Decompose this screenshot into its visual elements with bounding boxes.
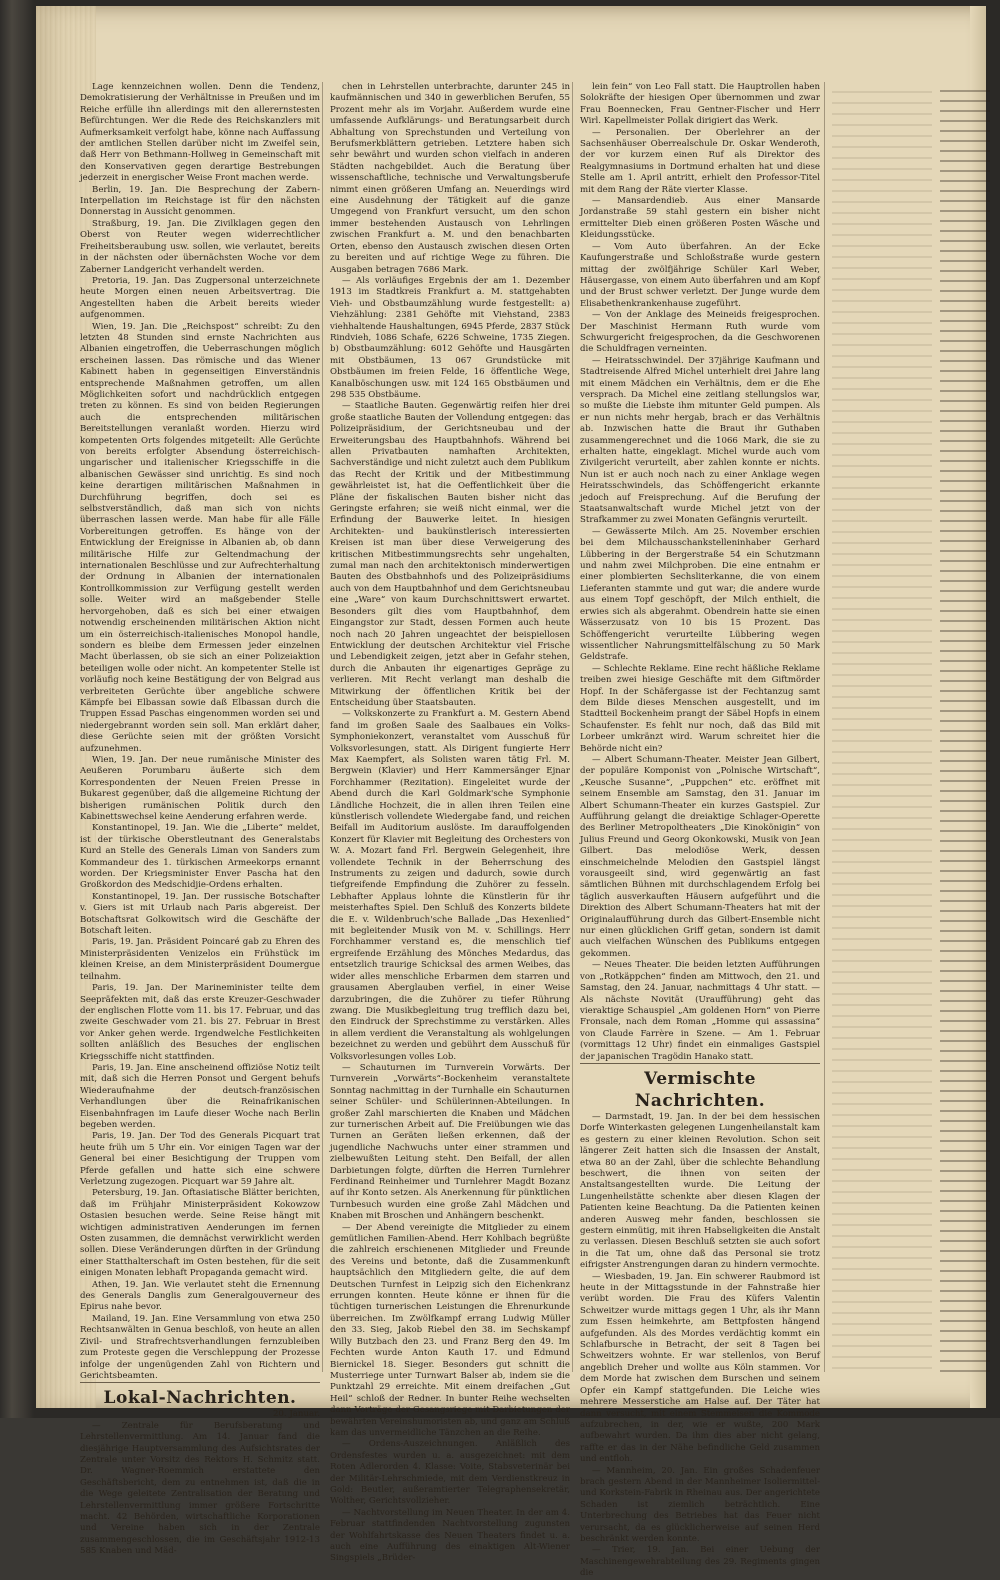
- article-paragraph: Paris, 19. Jan. Der Marineminister teilte dem Seepräfekten mit, daß das erste Kreuzer-Geschwader der englischen Flotte vom 11. bis 17. Februar, und das zweite Geschwader vom 21. bis 27. Februar in Brest vor Anker gehen werde. Irgendwelche Festlichkeiten sollten anläßlich des Besuches der englischen Kriegsschiffe nicht stattfinden.: [80, 983, 320, 1062]
- article-paragraph: Berlin, 19. Jan. Die Besprechung der Zabern-Interpellation im Reichstage ist für den nächsten Donnerstag in Aussicht genommen.: [80, 184, 320, 218]
- article-paragraph: — Albert Schumann-Theater. Meister Jean Gilbert, der populäre Komponist von „Polnische Wirtschaft“, „Keusche Susanne“, „Puppchen“ etc. eröffnet mit seinem Ensemble am Samstag, den 31. Januar im Albert Schumann-Theater ein kurzes Gastspiel. Zur Aufführung gelangt die dreiaktige Schlager-Operette des Berliner Metropoltheaters „Die Kinokönigin“ von Julius Freund und Georg Okonkowski, Musik von Jean Gilbert. Das melodiöse Werk, dessen einschmeichelnde Melodien den Gastspiel längst vorausgeeilt sind, wird gegenwärtig an fast sämtlichen Bühnen mit durchschlagendem Erfolg bei täglich ausverkauften Häusern aufgeführt und die Direktion des Albert Schumann-Theaters hat mit der Originalaufführung durch das Gilbert-Ensemble nicht nur einen glücklichen Griff getan, sondern ist damit auch vielfachen Wünschen des Publikums entgegen gekommen.: [580, 754, 820, 959]
- article-paragraph: Mailand, 19. Jan. Eine Versammlung von etwa 250 Rechtsanwälten in Genua beschloß, von heute an allen Zivil- und Strafrechtsverhandlungen fernzubleiben zum Proteste gegen die Verschleppung der Prozesse infolge der ungenügenden Zahl von Richtern und Gerichtsbeamten.: [80, 1313, 320, 1381]
- adjacent-page-text-blur: [832, 82, 932, 1372]
- column-rule: [322, 82, 323, 1372]
- article-paragraph: Paris, 19. Jan. Der Tod des Generals Picquart trat heute früh um 5 Uhr ein. Vor einigen Tagen war der General bei einer Besichtigung der Truppen vom Pferde gefallen und hatte sich eine schwere Verletzung zugezogen. Picquart war 59 Jahre alt.: [80, 1131, 320, 1187]
- article-paragraph: — Darmstadt, 19. Jan. In der bei dem hessischen Dorfe Winterkasten gelegenen Lungenheilanstalt kam es gestern zu einer kleinen Revolution. Schon seit längerer Zeit hatten sich die Insassen der Anstalt, etwa 80 an der Zahl, über die schlechte Behandlung beschwert, die ihnen von seiten der Anstaltsangestellten wurde. Die Leitung der Lungenheilstätte schenkte aber diesen Klagen der Patienten keine Beachtung. Da die Patienten keinen anderen Ausweg mehr fanden, beschlossen sie gestern einmütig, mit ihren Habseligkeiten die Anstalt zu verlassen. Diesen Beschluß setzten sie auch sofort in die Tat um, ohne daß das Personal sie trotz eifrigster Anstrengungen daran zu hindern vermochte.: [580, 1111, 820, 1271]
- article-paragraph: — Zentrale für Berufsberatung und Lehrstellenvermittlung. Am 14. Januar fand die diesjährige Hauptversammlung des Aufsichtsrates der Zentrale unter Vorsitz des Rektors H. Schmitz statt. Dr. Wagner-Roemmich erstattete den Geschäftsbericht, dem zu entnehmen ist, daß die in die Wege geleitete Zentralisation der Beratung und Lehrstellenvermittlung immer größere Fortschritte macht. 42 Behörden, wirtschaftliche Korporationen und Vereine haben sich in der Zentrale zusammengeschlossen, die im Geschäftsjahr 1912-13 585 Knaben und Mäd-: [80, 1420, 320, 1557]
- article-paragraph: — Vom Auto überfahren. An der Ecke Kaufungerstraße und Schloßstraße wurde gestern mittag der zwölfjährige Schüler Karl Weber, Häusergasse, von einem Auto überfahren und am Kopf und der Brust schwer verletzt. Der Junge wurde dem Elisabethenkrankenhause zugeführt.: [580, 241, 820, 309]
- article-paragraph: Konstantinopel, 19. Jan. Wie die „Liberte“ meldet, ist der türkische Oberstleutnant des Generalstabs Kurd an Stelle des Generals Liman von Sanders zum Kommandeur des 1. türkischen Armeekorps ernannt worden. Der Kriegsminister Enver Pascha hat den Großkordon des Medschidjie-Ordens erhalten.: [80, 823, 320, 891]
- article-paragraph: Paris, 19. Jan. Eine anscheinend offiziöse Notiz teilt mit, daß sich die Herren Ponsot und Gergent behufs Wiederaufnahme der deutsch-französischen Verhandlungen über die Reinafrikanischen Eisenbahnfragen im Laufe dieser Woche nach Berlin begeben werden.: [80, 1062, 320, 1130]
- article-paragraph: — Von der Anklage des Meineids freigesprochen. Der Maschinist Hermann Ruth wurde vom Schwurgericht freigesprochen, da die Geschworenen die Schuldfragen verneinten.: [580, 310, 820, 355]
- article-paragraph: Petersburg, 19. Jan. Oftasiatische Blätter berichten, daß im Frühjahr Ministerpräsident Kokowzow Ostasien besuchen werde. Seine Reise hängt mit wichtigen administrativen Aenderungen im fernen Osten zusammen, die demnächst verwirklicht werden sollen. Diese Veränderungen dürften in der Gründung einer Statthalterschaft im Osten bestehen, für die seit einigen Monaten lebhaft Propaganda gemacht wird.: [80, 1188, 320, 1279]
- article-paragraph: chen in Lehrstellen unterbrachte, darunter 245 in kaufmännischen und 340 in gewerblichen Berufen, 55 Prozent mehr als im Vorjahr. Außerdem wurde eine umfassende Aufklärungs- und Beratungsarbeit durch Abhaltung von Sprechstunden und Verteilung von Berufsmerkblättern getrieben. Letztere haben sich sehr bewährt und wurden schon vielfach in anderen Städten nachgebildet. Auch die Beratung über wissenschaftliche, technische und Verwaltungsberufe nimmt einen größeren Umfang an. Neuerdings wird eine Ausdehnung der Tätigkeit auf die ganze Umgegend von Frankfurt versucht, um den schon immer bestehenden Austausch von Lehrlingen zwischen Frankfurt a. M. und den benachbarten Orten, ebenso den Austausch zwischen diesen Orten zu bereiten und auf richtige Wege zu führen. Die Ausgaben betragen 7686 Mark.: [330, 82, 570, 275]
- article-paragraph: Straßburg, 19. Jan. Die Zivilklagen gegen den Oberst von Reuter wegen widerrechtlicher Freiheitsberaubung usw. sollen, wie verlautet, bereits in der nächsten oder übernächsten Woche vor dem Zaberner Landgericht verhandelt werden.: [80, 218, 320, 275]
- adjacent-page-margin-text: [940, 82, 990, 1372]
- article-paragraph: — Ordens-Auszeichnungen. Anläßlich des Ordensfestes wurden u. a. ausgezeichnet: mit dem Roten Adlerorden 4. Klasse: Voite, Stabsveterinär bei der Militär-Lehrschmiede, mit dem Verdienstkreuz in Gold: Beutler, außeramtierter Telegraphensekretär, Wolther, Gerichtsvollzieher.: [330, 1439, 570, 1507]
- section-heading-local-news: Lokal-Nachrichten.: [80, 1382, 320, 1409]
- article-paragraph: Athen, 19. Jan. Wie verlautet steht die Ernennung des Generals Danglis zum Generalgouverneur des Epirus nahe bevor.: [80, 1279, 320, 1313]
- column-rule: [824, 82, 825, 1372]
- article-paragraph: — Schlechte Reklame. Eine recht häßliche Reklame treiben zwei hiesige Geschäfte mit dem Giftmörder Hopf. In der Schäfergasse ist der Fechtanzug samt dem Bilde dieses Menschen ausgestellt, und im Stadtteil Bockenheim prangt der Säbel Hopfs in einem Schaufenster. Es fehlt nur noch, daß das Bild mit Lorbeer umkränzt wird. Warum schreitet hier die Behörde nicht ein?: [580, 663, 820, 754]
- section-date: 20. Januar.: [272, 1409, 320, 1420]
- article-paragraph: — Neues Theater. Die beiden letzten Aufführungen von „Rotkäppchen“ finden am Mittwoch, den 21. und Samstag, den 24. Januar, nachmittags 4 Uhr statt. — Als nächste Novität (Uraufführung) geht das vieraktige Schauspiel „Am goldenen Horn“ von Pierre Fronsale, nach dem Roman „Homme qui assassina“ von Claude Farrère in Szene. — Am 1. Februar (vormittags 12 Uhr) findet ein einmaliges Gastspiel der japanischen Tragödin Hanako statt.: [580, 960, 820, 1062]
- article-paragraph: Pretoria, 19. Jan. Das Zugpersonal unterzeichnete heute Morgen einen neuen Arbeitsvertrag. Die Angestellten haben die Arbeit bereits wieder aufgenommen.: [80, 275, 320, 321]
- section-heading-miscellaneous: Vermischte Nachrichten.: [580, 1063, 820, 1112]
- column-2: [330, 82, 570, 1564]
- article-paragraph: — Der Abend vereinigte die Mitglieder zu einem gemütlichen Familien-Abend. Herr Kohlbach begrüßte die zahlreich erschienenen Mitglieder und Freunde des Vereins und betonte, daß die Zusammenkunft hauptsächlich den Mitgliedern gelte, die auf dem Deutschen Turnfest in Leipzig sich den Eichenkranz errungen konnten. Heute könne er ihnen für die tüchtigen turnerischen Leistungen die Ehrenurkunde überreichen. Im Zwölfkampf errang Ludwig Müller den 33. Sieg, Jakob Riebel den 38. im Sechskampf Willy Butzbach den 23. und Franz Berg den 49. Im Fechten wurde Anton Kauth 17. und Edmund Biernickel 18. Sieger. Besonders gut schnitt die Musterriege unter Turnwart Balser ab, indem sie die Punktzahl 29 erreichte. Mit einem dreifachen „Gut Heil“ schloß der Redner. In bunter Reihe wechselten dann Vorträge der Gesangsriege mit Darbietungen der bewährten Vereinshumoristen ab, und ganz am Schluß kam das unvermeidliche Tänzchen an die Reihe.: [330, 1222, 570, 1438]
- article-paragraph: — Wiesbaden, 19. Jan. Ein schwerer Raubmord ist heute in der Mittagsstunde in der Fahnstraße hier verübt worden. Die Frau des Küfers Valentin Schweitzer wurde mittags gegen 1 Uhr, als ihr Mann zum Essen heimkehrte, am Bettpfosten hängend aufgefunden. Als des Mordes verdächtig kommt ein Schlafbursche in Betracht, der seit 8 Tagen bei Schweitzers wohnte. Er war stellenlos, von Beruf angeblich Dreher und wollte aus Köln stammen. Vor dem Morde hat zwischen dem Burschen und seinem Opfer ein Kampf stattgefunden. Die Leiche wies mehrere Messerstiche am Halse auf. Der Täter hat dann versucht, mit einem Stemmeisen die Kommode aufzubrechen, in der, wie er wußte, 200 Mark aufbewahrt wurden. Da ihm dies aber nicht gelang, raffte er das in der Nähe befindliche Geld zusammen und entfloh.: [580, 1271, 820, 1465]
- article-paragraph: Wien, 19. Jan. Die „Reichspost“ schreibt: Zu den letzten 48 Stunden sind ernste Nachrichten aus Albanien eingetroffen, die Ueberraschungen möglich erscheinen lassen. Das römische und das Wiener Kabinett haben in gegenseitigen Einverständnis entsprechende Maßnahmen getroffen, um allen Möglichkeiten sofort und nachdrücklich entgegen treten zu können. Es sind von beiden Regierungen auch die entsprechenden militärischen Bereitstellungen veranlaßt worden. Hierzu wird kompetenten Orts folgendes mitgeteilt: Alle Gerüchte von bereits erfolgter Absendung österreichisch-ungarischer und italienischer Kriegsschiffe in die albanischen Gewässer sind unrichtig. Es sind noch keine derartigen militärischen Maßnahmen in Durchführung begriffen, doch sei es selbstverständlich, daß man sich von nichts überraschen lassen werde. Man habe für alle Fälle Vorbereitungen getroffen. Es hänge von der Entwicklung der Ereignisse in Albanien ab, ob dann militärische Hilfe zur Geltendmachung der internationalen Beschlüsse und zur Aufrechterhaltung der Ordnung in Albanien der internationalen Kontrollkommission zur Verfügung gestellt werden solle. Weiter wird an maßgebender Stelle hervorgehoben, daß es sich bei einer etwaigen notwendig erscheinenden militärischen Aktion nicht um ein österreichisch-italienisches Monopol handle, sondern es bleibe dem Ermessen jeder einzelnen Macht überlassen, ob sie sich an einer Polizeiaktion beteiligen wolle oder nicht. An kompetenter Stelle ist vorläufig noch keine Bestätigung der von Belgrad aus verbreiteten Gerüchte über angebliche schwere Kämpfe bei Elbassan sowie daß Elbassan durch die Truppen Essad Paschas eingenommen worden sei und niedergebrannt worden sein soll. Man erklärt daher, diese Gerüchte seien mit der größten Vorsicht aufzunehmen.: [80, 321, 320, 754]
- article-paragraph: — Mansardendieb. Aus einer Mansarde Jordanstraße 59 stahl gestern ein bisher nicht ermittelter Dieb einen größeren Posten Wäsche und Kleidungsstücke.: [580, 196, 820, 241]
- article-paragraph: lein fein“ von Leo Fall statt. Die Hauptrollen haben Solokräfte der hiesigen Oper übernommen und zwar Frau Boennecken, Frau Gentner-Fischer und Herr Wirl. Kapellmeister Pollak dirigiert das Werk.: [580, 82, 820, 127]
- column-1: [80, 82, 320, 1557]
- article-paragraph: — Trier, 19. Jan. Bei einer Uebung der Maschinengewehrabteilung des 29. Regiments gingen die: [580, 1545, 820, 1579]
- article-paragraph: Konstantinopel, 19. Jan. Der russische Botschafter v. Giers ist mit Urlaub nach Paris abgereist. Der Botschaftsrat Golkowitsch wird die Geschäfte der Botschaft leiten.: [80, 891, 320, 937]
- article-paragraph: — Gewässerte Milch. Am 25. November erschien bei dem Milchausschankstelleninhaber Gerhard Lübbering in der Bergerstraße 54 ein Schutzmann und nahm zwei Milchproben. Die eine entnahm er einer plombierten Sechsliterkanne, die von einem Lieferanten stammte und gut war; die andere wurde aus einem Topf geschöpft, der Milch enthielt, die erwies sich als abgerahmt. Obendrein hatte sie einen Wässerzusatz von 10 bis 15 Prozent. Das Schöffengericht verurteilte Lübbering wegen wissentlicher Nahrungsmittelfälschung zu 50 Mark Geldstrafe.: [580, 526, 820, 663]
- article-paragraph: — Personalien. Der Oberlehrer an der Sachsenhäuser Oberrealschule Dr. Oskar Wenderoth, der vor kurzem einen Ruf als Direktor des Realgymnasiums in Dortmund erhalten hat und diese Stelle am 1. April antritt, erhielt den Professor-Titel mit dem Rang der Räte vierter Klasse.: [580, 127, 820, 195]
- column-3: [580, 82, 820, 1579]
- article-paragraph: — Schauturnen im Turnverein Vorwärts. Der Turnverein „Vorwärts“-Bockenheim veranstaltete Sonntag nachmittag in der Turnhalle ein Schauturnen seiner Schüler- und Schülerinnen-Abteilungen. In großer Zahl marschierten die Knaben und Mädchen zur turnerischen Arbeit auf. Die Freiübungen wie das Turnen an Geräten ließen erkennen, daß der jugendliche Nachwuchs unter einer strammen und zielbewußten Leitung steht. Den Beifall, der allen Darbietungen folgte, dürften die Herren Turnlehrer Ferdinand Reinheimer und Turnlehrer Magdt Bozanz auf ihr Konto setzen. Als Anerkennung für pünktlichen Turnbesuch wurden eine große Zahl Mädchen und Knaben mit Broschen und Anhängern beschenkt.: [330, 1062, 570, 1222]
- article-paragraph: Lage kennzeichnen wollen. Denn die Tendenz, Demokratisierung der Verhältnisse in Preußen und im Reiche erfülle ihn allerdings mit den allerernstesten Befürchtungen. Wer die Rede des Reichskanzlers mit Aufmerksamkeit verfolgt habe, könne nach Auffassung der amtlichen Stellen darüber nicht im Zweifel sein, daß Herr von Bethmann-Hollweg in Gemeinschaft mit den Konservativen gegen derartige Bestrebungen jederzeit in energischer Weise Front machen werde.: [80, 82, 320, 184]
- article-paragraph: — Nachtvorstellung im Neuen Theater. In der am 4. Februar stattfindenden Nachtvorstellung zugunsten der Wohlfahrtskasse des Neuen Theaters findet u. a. auch eine Aufführung des einaktigen Alt-Wiener Singspiels „Brüder-: [330, 1507, 570, 1564]
- article-paragraph: — Mannheim, 20. Jan. Ein großes Schadenfeuer brach gestern Abend in der Mannheimer Isoliermittel- und Korkstein-Fabrik in Rheinau aus. Der angerichtete Schaden ist ziemlich beträchtlich. Eine Unterbrechung des Betriebes hat das Feuer nicht verursacht, da es glücklicherweise auf seinen Herd beschränkt werden konnte.: [580, 1465, 820, 1544]
- article-paragraph: — Volkskonzerte zu Frankfurt a. M. Gestern Abend fand im großen Saale des Saalbaues ein Volks-Symphoniekonzert, veranstaltet vom Ausschuß für Volksvorlesungen, statt. Als Dirigent fungierte Herr Max Kaempfert, als Solisten waren tätig Frl. M. Bergwein (Klavier) und Herr Kammersänger Ejnar Forchhammer (Rezitation). Eingeleitet wurde der Abend durch die Karl Goldmark'sche Symphonie Ländliche Hochzeit, die in allen ihren Teilen eine künstlerisch vollendete Wiedergabe fand, und reichen Beifall im Auditorium auslöste. Im darauffolgenden Konzert für Klavier mit Begleitung des Orchesters von W. A. Mozart fand Frl. Bergwein Gelegenheit, ihre vollendete Technik in der Beherrschung des Instruments zu zeigen und dadurch, sowie durch tiefgreifende Empfindung die Zuhörer zu fesseln. Lebhafter Applaus lohnte die Künstlerin für ihr meisterhaftes Spiel. Den Schluß des Konzerts bildete die E. v. Wildenbruch'sche Ballade „Das Hexenlied“ mit begleitender Musik von M. v. Schillings. Herr Forchhammer verstand es, die menschlich tief ergreifende Erzählung des Mönches Medardus, das entsetzlich traurige Schicksal des armen Weibes, das wider alles menschliche Erbarmen dem starren und grausamen Aberglauben verfiel, in einer Weise darzubringen, die die Zuhörer zu tiefer Rührung zwang. Die Musikbegleitung trug trefflich dazu bei, den Eindruck der Sprechstimme zu verstärken. Alles in allem verdient die Veranstaltung als wohlgelungen bezeichnet zu werden und gebührt dem Ausschuß für Volksvorlesungen volles Lob.: [330, 709, 570, 1062]
- article-paragraph: — Staatliche Bauten. Gegenwärtig reifen hier drei große staatliche Bauten der Vollendung entgegen: das Polizeipräsidium, der Gerichtsneubau und der Erweiterungsbau des Hauptbahnhofs. Während bei allen Privatbauten namhaften Architekten, Sachverständige und nicht zuletzt auch dem Publikum das Recht der Kritik und der Mitbestimmung gewährleistet ist, hat die Oeffentlichkeit über die Pläne der fiskalischen Bauten bisher nicht das Geringste erfahren; sie weiß nicht einmal, wer die Erfindung der Bauwerke leitet. In hiesigen Architekten- und baukünstlerisch interessierten Kreisen ist man über diese Verweigerung des kritischen Mitbestimmungsrechts sehr ungehalten, zumal man nach den architektonisch minderwertigen Bauten des Obstbahnhofs und des Polizeipräsidiums auch von dem Hauptbahnhof und dem Gerichtsneubau eine „Ware“ von kaum Durchschnittswert erwartet. Besonders gilt dies vom Hauptbahnhof, dem Eingangstor zur Stadt, dessen Formen auch heute noch nach 20 Jahren ungeachtet der beispiellosen Entwicklung der deutschen Architektur viel Frische und Lebendigkeit zeigen, jetzt aber in Gefahr stehen, durch die Anbauten ihr eigenartiges Gepräge zu verlieren. Mit Recht verlangt man deshalb die Mitwirkung der öffentlichen Kritik bei der Entscheidung über Staatsbauten.: [330, 401, 570, 708]
- article-paragraph: Wien, 19. Jan. Der neue rumänische Minister des Aeußeren Porumbaru äußerte sich dem Korrespondenten der Neuen Freien Presse in Bukarest gegenüber, daß die allgemeine Richtung der bisherigen rumänischen Politik durch den Kabinettswechsel keine Aenderung erfahren werde.: [80, 754, 320, 822]
- column-rule: [572, 82, 573, 1372]
- article-paragraph: Paris, 19. Jan. Präsident Poincaré gab zu Ehren des Ministerpräsidenten Venizelos ein Frühstück im kleinen Kreise, an dem Ministerpräsident Doumergue teilnahm.: [80, 937, 320, 982]
- article-paragraph: — Heiratsschwindel. Der 37jährige Kaufmann und Stadtreisende Alfred Michel unterhielt drei Jahre lang mit einem Mädchen ein Verhältnis, dem er die Ehe versprach. Da Michel eine zeitlang stellungslos war, so mußte die Liebste ihm mitunter Geld pumpen. Als er nun nichts mehr hergab, brach er das Verhältnis ab. Inzwischen hatte die Braut ihr Guthaben zusammengerechnet und die 1066 Mark, die sie zu erhalten hatte, eingeklagt. Michel wurde auch vom Zivilgericht verurteilt, aber zahlen konnte er nichts. Nun ist er auch noch nach zu einer Anklage wegen Heiratsschwindels, das Schöffengericht erkannte jedoch auf Freisprechung. Auf die Berufung der Staatsanwaltschaft wurde Michel jetzt von der Strafkammer zu zwei Monaten Gefängnis verurteilt.: [580, 355, 820, 526]
- article-paragraph: — Als vorläufiges Ergebnis der am 1. Dezember 1913 im Stadtkreis Frankfurt a. M. stattgehabten Vieh- und Obstbaumzählung wurde festgestellt: a) Viehzählung: 2381 Gehöfte mit Viehstand, 2383 viehhaltende Haushaltungen, 6945 Pferde, 2837 Stück Rindvieh, 1086 Schafe, 6226 Schweine, 1735 Ziegen. b) Obstbaumzählung: 6012 Gehöfte und Hausgärten mit Obstbäumen, 13 067 Grundstücke mit Obstbäumen im freien Felde, 16 öffentliche Wege, Kanalböschungen usw. mit 124 165 Obstbäumen und 298 535 Obstbäume.: [330, 275, 570, 400]
